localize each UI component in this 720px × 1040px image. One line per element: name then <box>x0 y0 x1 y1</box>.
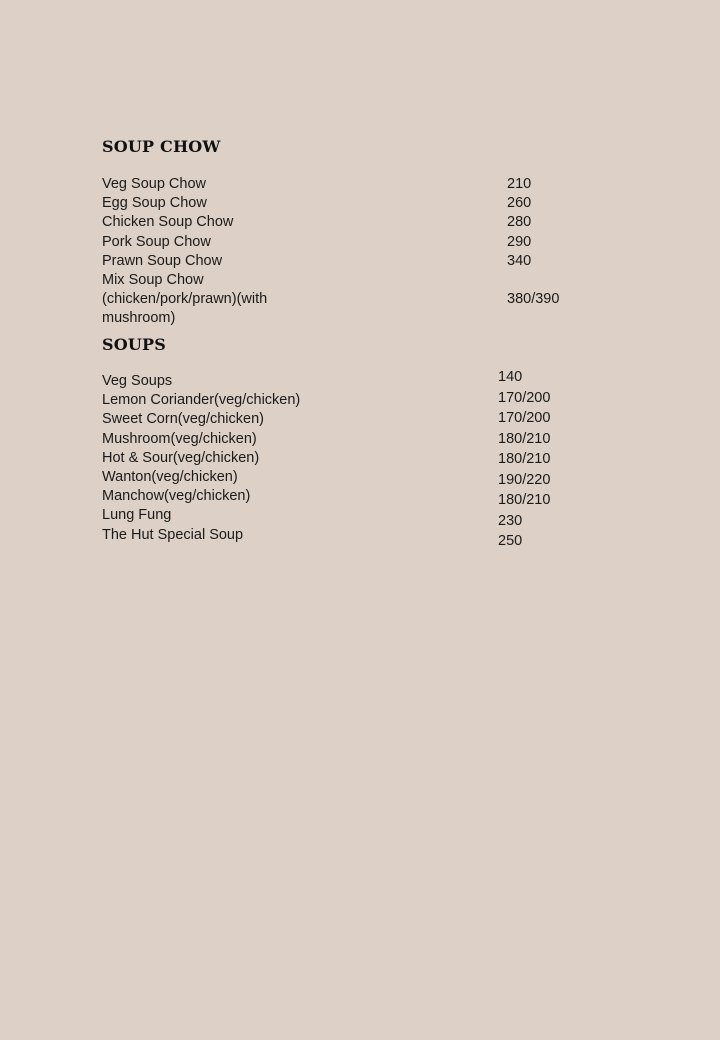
menu-item-price: 180/210 <box>498 430 551 447</box>
section-title-soups: SOUPS <box>102 335 167 354</box>
mix-soup-chow-name-line: Mix Soup Chow <box>102 272 204 288</box>
menu-item-name: Chicken Soup Chow <box>102 214 234 231</box>
menu-item-price: 290 <box>507 233 532 250</box>
menu-item-name: Mushroom(veg/chicken) <box>102 430 257 447</box>
menu-item-price: 250 <box>498 533 523 549</box>
mix-soup-chow-name-line: mushroom) <box>102 310 176 327</box>
section-title-soup-chow: SOUP CHOW <box>102 137 221 156</box>
menu-item-name: Hot & Sour(veg/chicken) <box>102 449 260 466</box>
menu-item-name: Lemon Coriander(veg/chicken) <box>102 392 301 409</box>
menu-item-name: Veg Soups <box>102 373 173 389</box>
menu-item-price: 210 <box>507 176 532 192</box>
menu-item-name: The Hut Special Soup <box>102 526 244 543</box>
menu-item-price: 170/200 <box>498 410 551 426</box>
menu-item-price: 190/220 <box>498 471 551 488</box>
soups-item-prices <box>498 367 550 552</box>
menu-item-name: Lung Fung <box>102 507 172 524</box>
menu-item-name: Manchow(veg/chicken) <box>102 488 251 505</box>
menu-item-price: 180/210 <box>498 492 551 508</box>
menu-item-price: 260 <box>507 195 532 212</box>
soups-item-names <box>102 372 300 545</box>
soup-chow-item-names <box>102 175 233 271</box>
menu-item-price: 170/200 <box>498 389 551 406</box>
menu-item-price: 180/210 <box>498 451 551 467</box>
menu-item-price: 280 <box>507 214 532 231</box>
soup-chow-item-prices <box>507 175 531 271</box>
menu-item-name: Sweet Corn(veg/chicken) <box>102 411 264 428</box>
menu-item-price: 140 <box>498 369 523 385</box>
menu-item-name: Wanton(veg/chicken) <box>102 469 238 486</box>
menu-item-name: Egg Soup Chow <box>102 195 207 212</box>
menu-item-price: 340 <box>507 252 532 269</box>
menu-item-name: Pork Soup Chow <box>102 233 211 250</box>
mix-soup-chow-name-line: (chicken/pork/prawn)(with <box>102 291 268 308</box>
menu-item-price: 230 <box>498 512 523 529</box>
menu-item-name: Prawn Soup Chow <box>102 252 223 269</box>
mix-soup-chow-price: 380/390 <box>507 291 560 307</box>
mix-soup-chow-item <box>102 271 267 329</box>
menu-item-name: Veg Soup Chow <box>102 176 206 192</box>
